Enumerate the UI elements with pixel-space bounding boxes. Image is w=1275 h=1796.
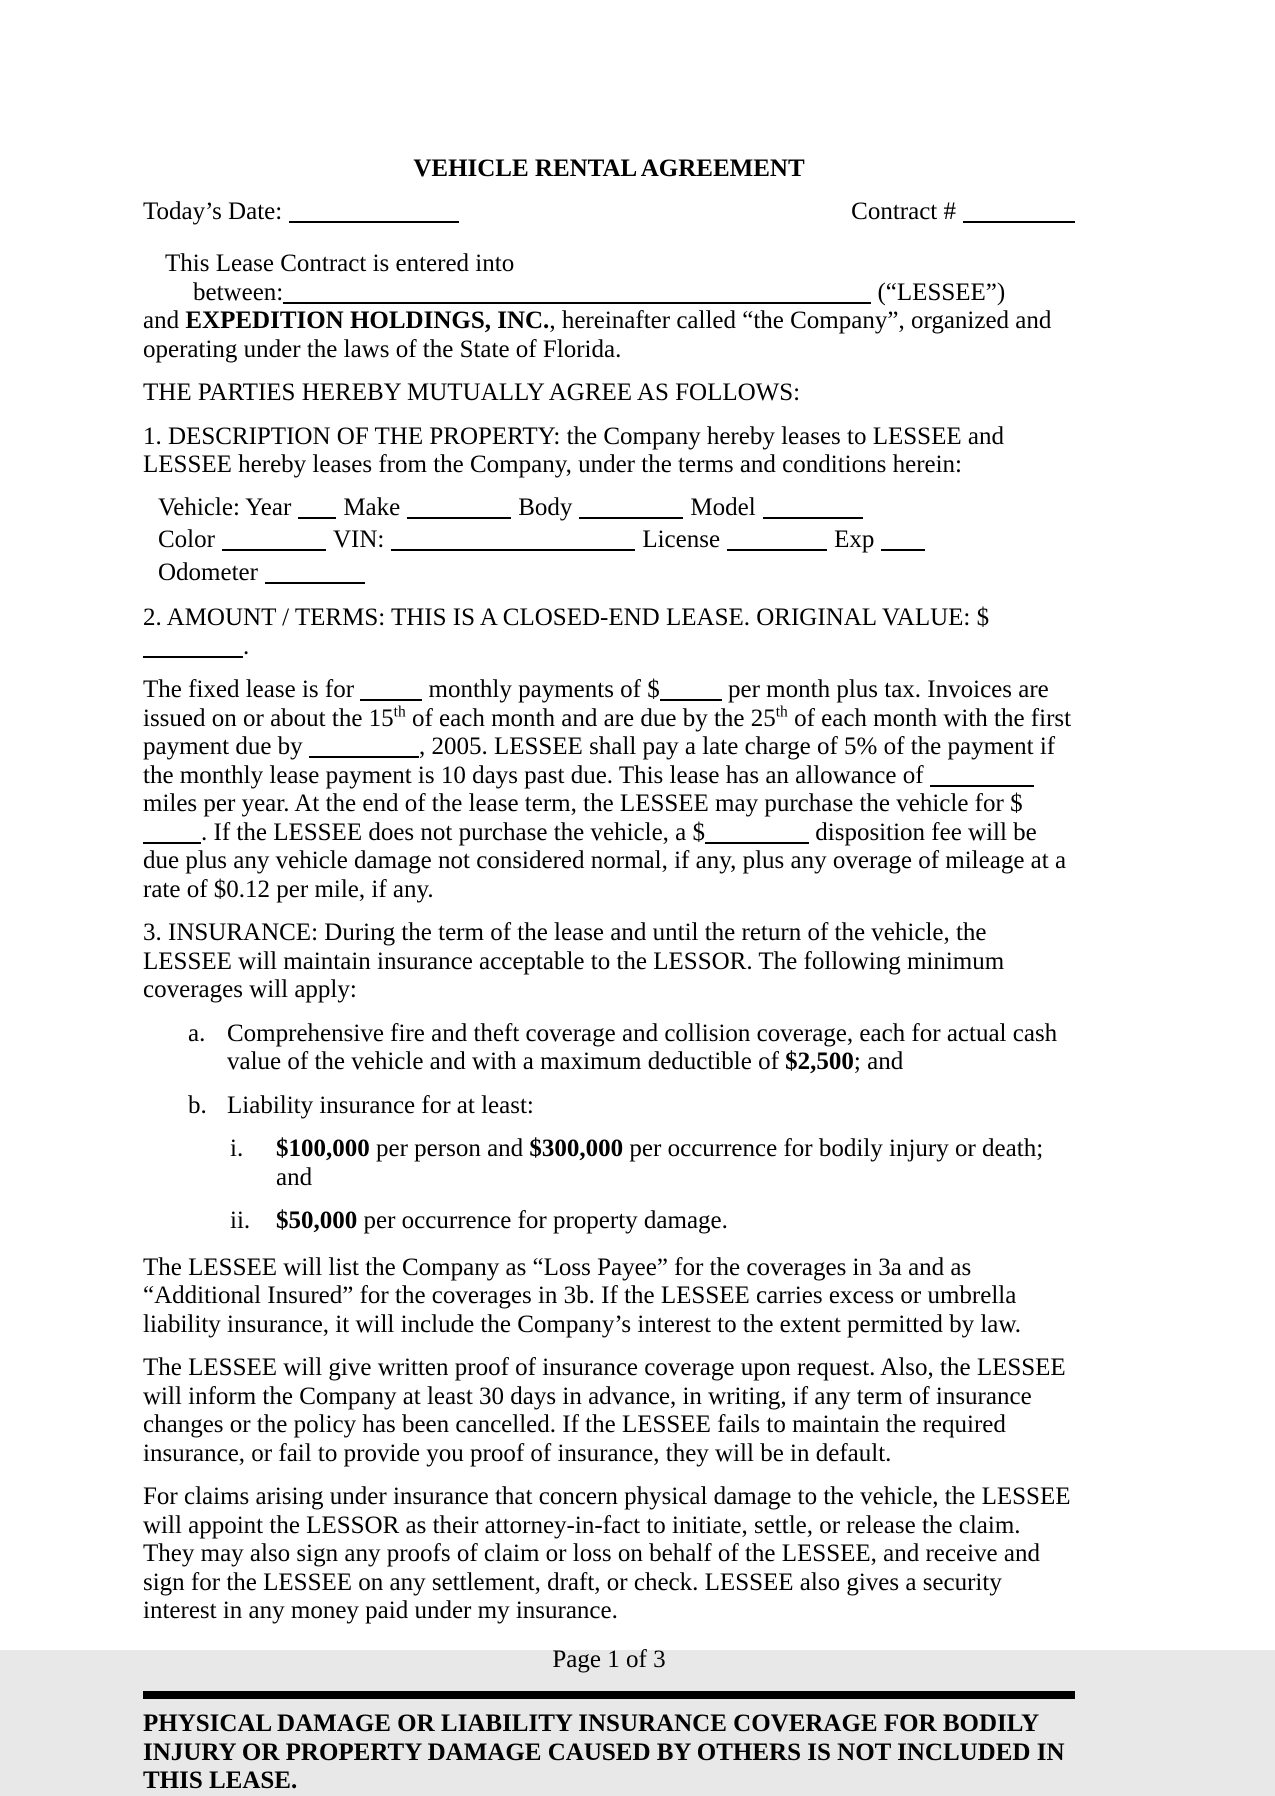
intro-paragraph: [143, 250, 1075, 364]
deductible-amount: $2,500: [785, 1048, 854, 1075]
ordinal-15th: th: [393, 703, 406, 721]
section3-heading: 3. INSURANCE: During the term of the lease and until the return of the vehicle, the LESSEE will maintain insurance acceptable to the LESSOR. The following minimum coverages will apply:: [143, 919, 1005, 1003]
property-damage-amount: $50,000: [276, 1207, 358, 1234]
today-date-label: Today’s Date:: [143, 197, 283, 225]
original-value-field[interactable]: [143, 638, 243, 658]
list-marker-ii: ii.: [230, 1207, 251, 1234]
item-i-suffix: per occurrence for bodily injury or death; and: [276, 1135, 1044, 1191]
color-label: Color: [158, 526, 215, 553]
header-row: [143, 198, 1075, 227]
list-marker-i: i.: [230, 1135, 244, 1162]
terms-seg-6: , 2005. LESSEE shall pay a late charge of 5% of the payment if the monthly lease payment is 10 days past due. This lease has an allowance of: [143, 733, 1056, 789]
vehicle-model-label: Model: [690, 493, 756, 521]
ordinal-25th: th: [775, 703, 788, 721]
document-title: VEHICLE RENTAL AGREEMENT: [413, 155, 805, 182]
terms-paragraph: [143, 676, 1075, 904]
mileage-allowance-field[interactable]: [930, 767, 1034, 787]
loss-payee-paragraph: The LESSEE will list the Company as “Loss Payee” for the coverages in 3a and as “Additional Insured” for the coverages in 3b. If the LESSEE carries excess or umbrella liability insurance, it will include the Company’s interest to the extent permitted by law.: [143, 1253, 1022, 1338]
between-line: [143, 279, 1075, 308]
company-name: EXPEDITION HOLDINGS, INC.: [185, 307, 550, 334]
lessee-suffix: (“LESSEE”): [871, 278, 1006, 306]
vehicle-year-field[interactable]: [298, 499, 336, 519]
vin-field[interactable]: [391, 531, 635, 551]
section2-prefix: 2. AMOUNT / TERMS: THIS IS A CLOSED-END LEASE. ORIGINAL VALUE: $: [143, 604, 990, 631]
purchase-price-field[interactable]: [143, 824, 201, 844]
list-item-ii: [143, 1207, 1075, 1236]
per-person-amount: $100,000: [276, 1135, 370, 1162]
section2-suffix: .: [243, 632, 250, 660]
exp-label: Exp: [834, 526, 875, 553]
terms-seg-1: The fixed lease is for: [143, 676, 361, 703]
list-marker-b: b.: [188, 1091, 207, 1119]
vin-label: VIN:: [332, 526, 385, 553]
section2-heading: [143, 604, 1075, 661]
lessee-name-field[interactable]: [283, 284, 871, 304]
license-field[interactable]: [727, 531, 827, 551]
vehicle-model-field[interactable]: [763, 499, 863, 519]
color-field[interactable]: [222, 531, 326, 551]
payment-amount-field[interactable]: [660, 681, 722, 701]
license-label: License: [642, 526, 721, 553]
payments-count-field[interactable]: [360, 681, 422, 701]
claims-paragraph: For claims arising under insurance that concern physical damage to the vehicle, the LESSEE will appoint the LESSOR as their attorney-in-fact to initiate, settle, or release the claim. They may also sign any proofs of claim or loss on behalf of the LESSEE, and receive and sign for the LESSEE on any settlement, draft, or check. LESSEE also gives a security interest in any money paid under my insurance.: [143, 1483, 1071, 1624]
today-date-field[interactable]: [289, 203, 459, 223]
odometer-field[interactable]: [265, 564, 365, 584]
list-item-i: [143, 1135, 1075, 1192]
list-item-a: [143, 1020, 1075, 1077]
list-marker-a: a.: [188, 1019, 206, 1047]
divider-bar: [143, 1691, 1075, 1699]
company-line: [143, 307, 1075, 364]
per-occurrence-amount: $300,000: [529, 1135, 624, 1162]
disposition-fee-field[interactable]: [705, 824, 809, 844]
terms-seg-2: monthly payments of $: [422, 676, 660, 703]
item-ii-suffix: per occurrence for property damage.: [357, 1207, 728, 1234]
item-i-mid: per person and: [369, 1135, 530, 1162]
vehicle-row: [143, 494, 1075, 523]
contract-number-field[interactable]: [963, 203, 1075, 223]
company-line-suffix: , hereinafter called “the Company”, organized and operating under the laws of the State of Florida.: [143, 307, 1052, 363]
vehicle-body-field[interactable]: [579, 499, 683, 519]
vehicle-make-field[interactable]: [407, 499, 511, 519]
section1-heading: 1. DESCRIPTION OF THE PROPERTY: the Company hereby leases to LESSEE and LESSEE hereby leases from the Company, under the terms and conditions herein:: [143, 422, 1004, 478]
terms-seg-8: . If the LESSEE does not purchase the vehicle, a $: [201, 818, 706, 846]
proof-of-insurance-paragraph: The LESSEE will give written proof of insurance coverage upon request. Also, the LESSEE will inform the Company at least 30 days in advance, in writing, if any term of insurance changes or the policy has been cancelled. If the LESSEE fails to maintain the required insurance, or fail to provide you proof of insurance, they will be in default.: [143, 1354, 1066, 1467]
agree-heading: THE PARTIES HEREBY MUTUALLY AGREE AS FOLLOWS:: [143, 379, 801, 406]
today-date-group: [143, 198, 459, 227]
item-a-suffix: ; and: [853, 1048, 904, 1075]
page-number: Page 1 of 3: [552, 1645, 666, 1673]
item-b-text: Liability insurance for at least:: [227, 1091, 534, 1119]
company-line-prefix: and: [143, 307, 186, 334]
vehicle-body-label: Body: [518, 493, 573, 521]
vehicle-make-label: Make: [343, 493, 401, 521]
contract-number-group: [851, 198, 1075, 227]
exp-field[interactable]: [881, 531, 925, 551]
contract-number-label: Contract #: [851, 197, 956, 225]
terms-seg-9: disposition fee will be due plus any vehicle damage not considered normal, if any, plus any overage of mileage at a rate of $0.12 per mile, if any.: [143, 818, 1067, 903]
intro-line1: This Lease Contract is entered into: [165, 250, 515, 277]
item-a-text: Comprehensive fire and theft coverage and collision coverage, each for actual cash value of the vehicle and with a maximum deductible of: [227, 1019, 1058, 1075]
terms-seg-5: of each month with the first payment due by: [143, 704, 1072, 760]
odometer-row: [143, 559, 1075, 588]
vehicle-year-label: Vehicle: Year: [158, 493, 292, 521]
between-label: between:: [193, 278, 284, 306]
terms-seg-3: per month plus tax. Invoices are issued on or about the 15: [143, 676, 1049, 732]
color-row: [143, 526, 1075, 555]
list-item-b: [143, 1092, 1075, 1121]
odometer-label: Odometer: [158, 558, 258, 586]
terms-seg-7: miles per year. At the end of the lease term, the LESSEE may purchase the vehicle for $: [143, 790, 1023, 817]
insurance-notice: PHYSICAL DAMAGE OR LIABILITY INSURANCE COVERAGE FOR BODILY INJURY OR PROPERTY DAMAGE CAUSED BY OTHERS IS NOT INCLUDED IN THIS LEASE.: [143, 1710, 1065, 1794]
terms-seg-4: of each month and are due by the 25: [405, 704, 776, 732]
first-payment-date-field[interactable]: [309, 738, 419, 758]
